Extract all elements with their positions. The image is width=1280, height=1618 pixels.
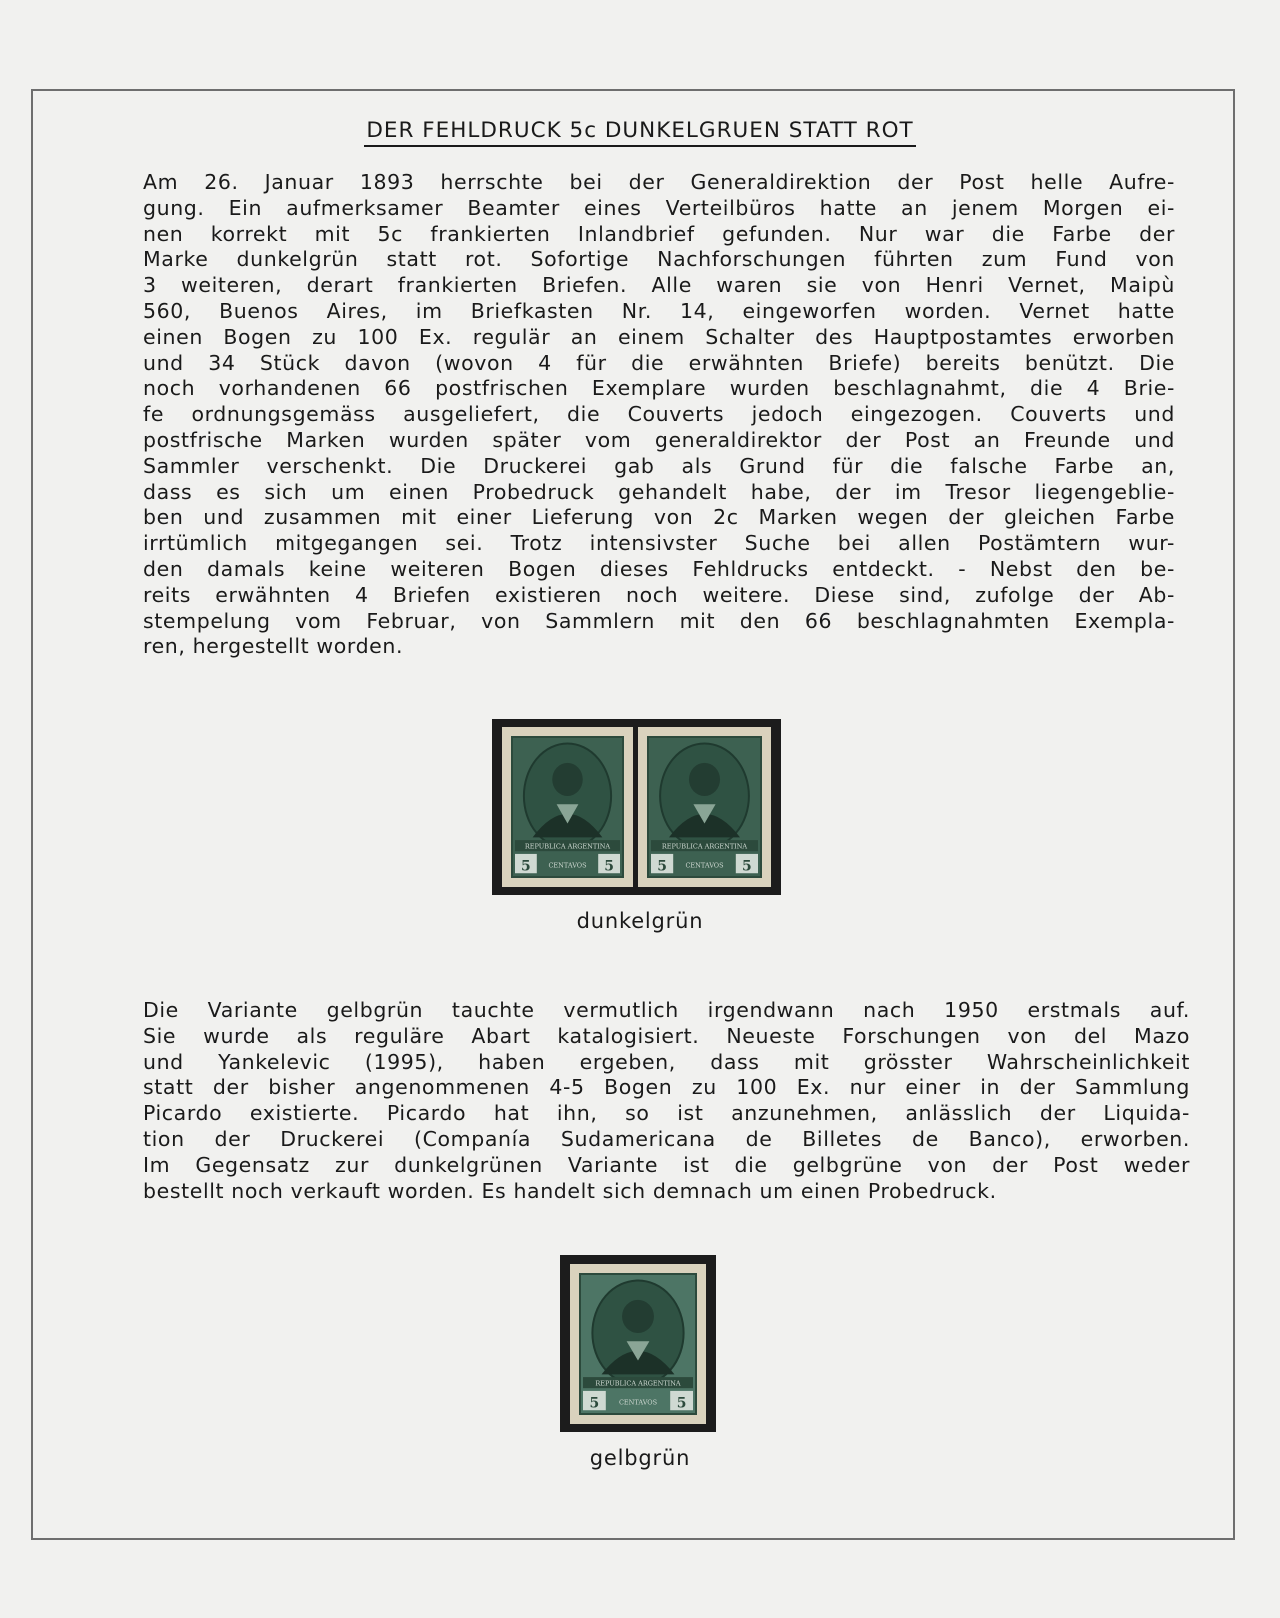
text-line: irrtümlich mitgegangen sei. Trotz intensivster Suche bei allen Postämtern wur- [143, 531, 1175, 556]
text-line: stempelung vom Februar, von Sammlern mit den 66 beschlagnahmten Exempla- [143, 608, 1175, 633]
text-line: Die Variante gelbgrün tauchte vermutlich irgendwann nach 1950 erstmals auf. [143, 998, 1190, 1022]
stamp-denomination-left: 5 [521, 858, 531, 875]
text-line: und Yankelevic (1995), haben ergeben, dass mit grösster Wahrscheinlichkeit [143, 1049, 1190, 1074]
text-line: einen Bogen zu 100 Ex. regulär an einem Schalter des Hauptpostamtes erworben [143, 324, 1175, 349]
stamp-design [647, 736, 762, 878]
text-line: fe ordnungsgemäss ausgeliefert, die Couverts jedoch eingezogen. Couverts und [143, 402, 1175, 427]
text-line: tion der Druckerei (Companía Sudamericana de Billetes de Banco), erworben. [143, 1126, 1190, 1151]
stamp-denomination-right: 5 [676, 1395, 687, 1412]
text-line: ren, hergestellt worden. [143, 634, 404, 659]
stamp-right [638, 727, 771, 887]
stamp-denomination-right: 5 [742, 858, 752, 875]
stamp-single [570, 1264, 706, 1424]
text-line: gung. Ein aufmerksamer Beamter eines Verteilbüros hatte an jenem Morgen ei- [143, 195, 1175, 220]
page-title [0, 118, 1280, 143]
text-line: den damals keine weiteren Bogen dieses Fehldrucks entdeckt. - Nebst den be- [143, 556, 1175, 581]
stamp-single-mount [560, 1255, 716, 1432]
paragraph-2 [143, 998, 1190, 1204]
page-title-text: DER FEHLDRUCK 5c DUNKELGRUEN STATT ROT [364, 118, 915, 147]
text-line: reits erwähnten 4 Briefen existieren noch weitere. Diese sind, zufolge der Ab- [143, 582, 1175, 607]
text-line: Marke dunkelgrün statt rot. Sofortige Nachforschungen führten zum Fund von [143, 247, 1175, 272]
text-line: Sie wurde als reguläre Abart katalogisiert. Neueste Forschungen von del Mazo [143, 1023, 1190, 1048]
stamp-value-text: CENTAVOS [685, 861, 724, 870]
text-line: noch vorhandenen 66 postfrischen Exemplare wurden beschlagnahmt, die 4 Brie- [143, 376, 1175, 401]
text-line: Picardo existierte. Picardo hat ihn, so ist anzunehmen, anlässlich der Liquida- [143, 1101, 1190, 1126]
portrait-icon [581, 1275, 695, 1413]
stamp-denomination-left: 5 [589, 1395, 600, 1412]
paragraph-1 [143, 170, 1175, 660]
caption-dunkelgruen: dunkelgrün [576, 909, 704, 933]
stamp-country-text: REPUBLICA ARGENTINA [661, 842, 748, 851]
stamp-design [511, 736, 624, 878]
text-line: nen korrekt mit 5c frankierten Inlandbrief gefunden. Nur war die Farbe der [143, 221, 1175, 246]
portrait-icon [649, 738, 760, 876]
stamp-left [502, 727, 633, 887]
stamp-country-text: REPUBLICA ARGENTINA [595, 1379, 681, 1388]
text-line: 560, Buenos Aires, im Briefkasten Nr. 14, eingeworfen worden. Vernet hatte [143, 298, 1175, 323]
text-line: Am 26. Januar 1893 herrschte bei der Generaldirektion der Post helle Aufre- [143, 170, 1175, 194]
text-line: 3 weiteren, derart frankierten Briefen. Alle waren sie von Henri Vernet, Maipù [143, 273, 1175, 298]
stamp-country-text: REPUBLICA ARGENTINA [524, 842, 611, 851]
stamp-denomination-right: 5 [604, 858, 614, 875]
stamp-pair-mount [492, 719, 781, 895]
portrait-icon [513, 738, 622, 876]
caption-gelbgruen: gelbgrün [589, 1446, 691, 1470]
stamp-value-text: CENTAVOS [548, 861, 587, 870]
text-line: und 34 Stück davon (wovon 4 für die erwähnten Briefe) bereits benützt. Die [143, 350, 1175, 375]
text-line: Im Gegensatz zur dunkelgrünen Variante ist die gelbgrüne von der Post weder [143, 1152, 1190, 1177]
text-line: Sammler verschenkt. Die Druckerei gab als Grund für die falsche Farbe an, [143, 453, 1175, 478]
text-line: dass es sich um einen Probedruck gehandelt habe, der im Tresor liegengeblie- [143, 479, 1175, 504]
stamp-denomination-left: 5 [657, 858, 667, 875]
text-line: statt der bisher angenommenen 4-5 Bogen zu 100 Ex. nur einer in der Sammlung [143, 1075, 1190, 1100]
stamp-design [579, 1273, 697, 1415]
text-line: postfrische Marken wurden später vom generaldirektor der Post an Freunde und [143, 427, 1175, 452]
text-line: ben und zusammen mit einer Lieferung von 2c Marken wegen der gleichen Farbe [143, 505, 1175, 530]
text-line: bestellt noch verkauft worden. Es handelt sich demnach um einen Probedruck. [143, 1178, 997, 1203]
stamp-value-text: CENTAVOS [618, 1398, 658, 1407]
